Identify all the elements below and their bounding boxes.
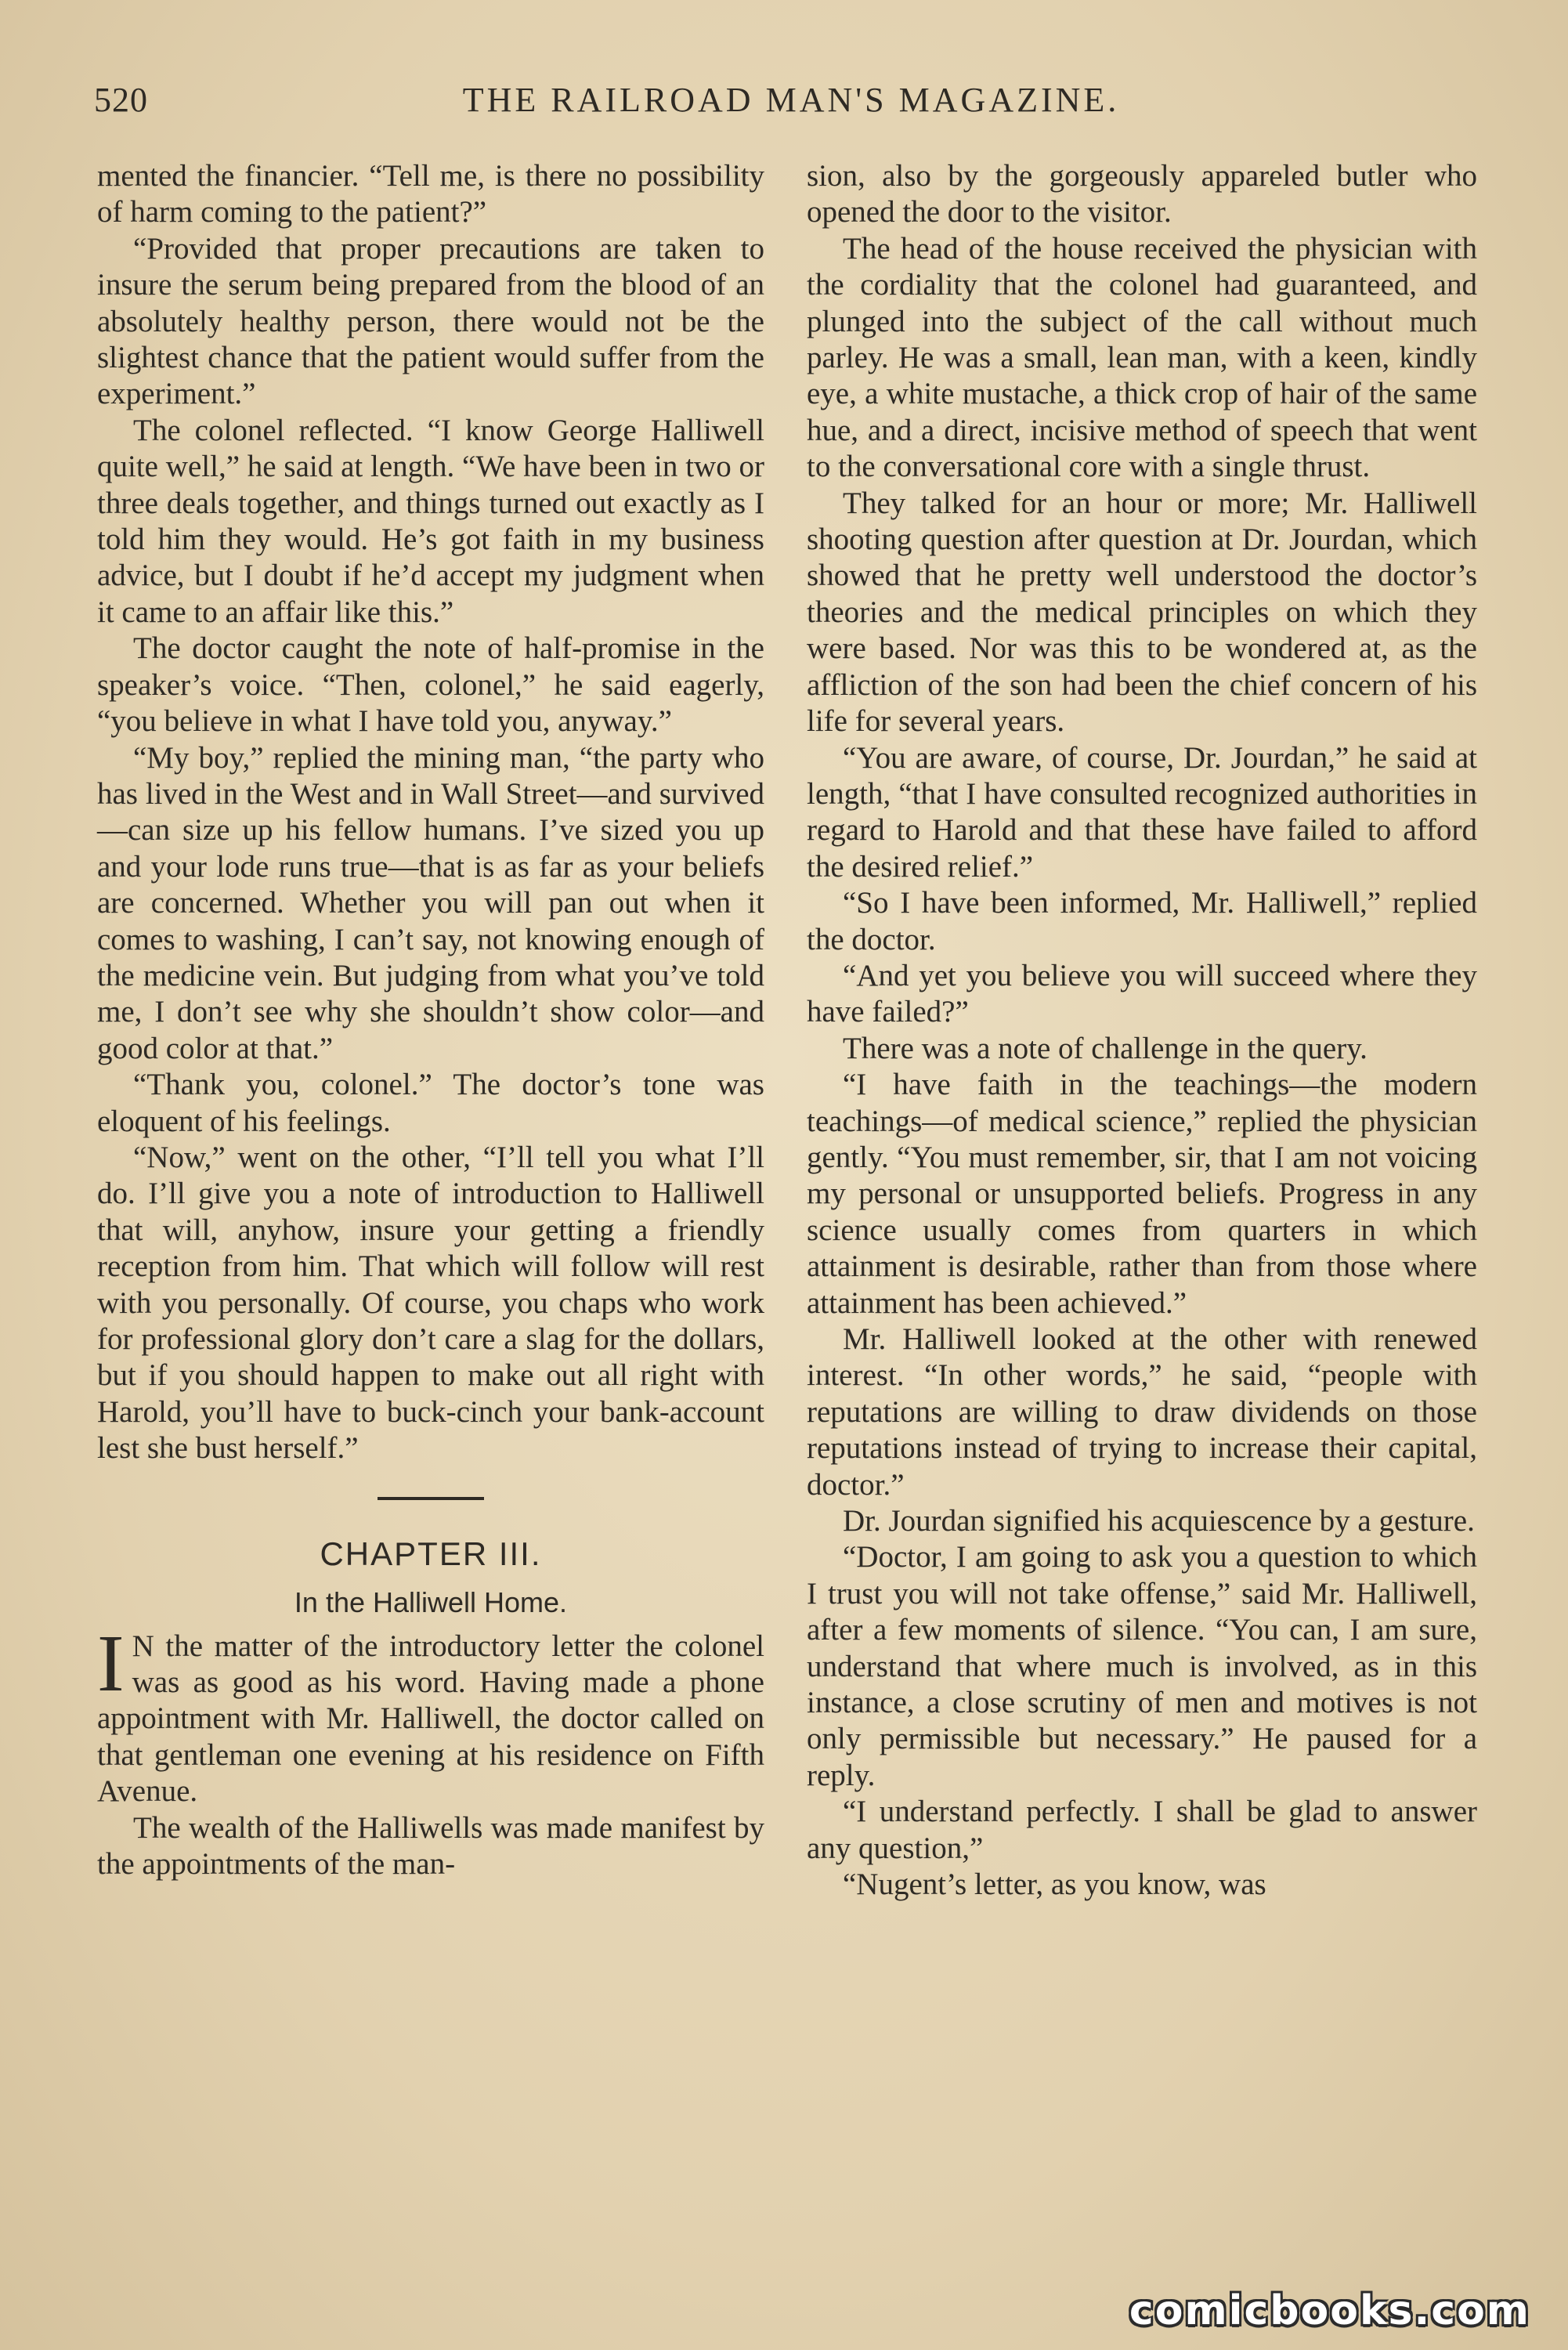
paragraph: Dr. Jourdan signified his acquiescence by a gesture. xyxy=(843,1504,1475,1538)
paragraph: They talked for an hour or more; Mr. Halliwell shooting question after question at Dr. Jourdan, which showed that he pretty well understood the doctor’s theories and the medical principles on which they were based. Nor was this to be wondered at, as the affliction of the son had been the chief concern of his life for several years. xyxy=(807,486,1477,739)
paragraph: Mr. Halliwell looked at the other with renewed interest. “In other words,” he said, “people with reputations are willing to draw dividends on those reputations instead of trying to increase their capital, doctor.” xyxy=(807,1322,1477,1502)
right-column xyxy=(807,158,1477,1904)
paragraph: “And yet you believe you will succeed where they have failed?” xyxy=(807,958,1477,1029)
chapter-subtitle: In the Halliwell Home. xyxy=(294,1585,568,1618)
paragraph: “Nugent’s letter, as you know, was xyxy=(843,1867,1266,1902)
paragraph: The doctor caught the note of half-promise in the speaker’s voice. “Then, colonel,” he said eagerly, “you believe in what I have told you, anyway.” xyxy=(97,631,764,739)
chapter-opening-paragraph xyxy=(97,1618,764,1810)
running-head: THE RAILROAD MAN'S MAGAZINE. xyxy=(462,81,1120,119)
paragraph: “Thank you, colonel.” The doctor’s tone was eloquent of his feelings. xyxy=(97,1068,764,1138)
paragraph: mented the financier. “Tell me, is there no possibility of harm coming to the patient?” xyxy=(97,159,764,230)
page-header xyxy=(94,77,1488,124)
chapter-divider xyxy=(378,1497,484,1500)
paragraph: There was a note of challenge in the query. xyxy=(843,1031,1367,1065)
paragraph: The wealth of the Halliwells was made manifest by the appointments of the man- xyxy=(97,1810,764,1882)
drop-cap: I xyxy=(97,1618,125,1708)
paragraph: “You are aware, of course, Dr. Jourdan,” he said at length, “that I have consulted recognized authorities in regard to Harold and that these have failed to afford the desired relief.” xyxy=(807,740,1477,884)
paragraph: The head of the house received the physician with the cordiality that the colonel had guaranteed, and plunged into the subject of the call without much parley. He was a small, lean man, with a keen, kindly eye, a white mustache, a thick crop of hair of the same hue, and a direct, incisive method of speech that went to the conversational core with a single thrust. xyxy=(807,231,1477,484)
page-number: 520 xyxy=(94,81,148,119)
paragraph: “I have faith in the teachings—the modern teachings—of medical science,” replied the physician gently. “You must remember, sir, that I am not voicing my personal or unsupported beliefs. Progress in any science usually comes from quarters in which attainment is desirable, rather than from those where attainment has been achieved.” xyxy=(807,1068,1477,1320)
paragraph: “Now,” went on the other, “I’ll tell you what I’ll do. I’ll give you a note of introduction to Halliwell that will, anyhow, insure your getting a friendly reception from him. That which will follow will rest with you personally. Of course, you chaps who work for professional glory don’t care a slag for the dollars, but if you should happen to make out all right with Harold, you’ll have to buck-cinch your bank-account lest she bust herself.” xyxy=(97,1140,764,1466)
left-column xyxy=(97,158,764,1882)
paragraph: sion, also by the gorgeously appareled butler who opened the door to the visitor. xyxy=(807,159,1477,230)
watermark: comicbooks.com xyxy=(1129,2287,1530,2334)
paragraph: The colonel reflected. “I know George Halliwell quite well,” he said at length. “We have been in two or three deals together, and things turned out exactly as I told him they would. He’s got faith in my business advice, but I doubt if he’d accept my judgment when it came to an affair like this.” xyxy=(97,413,764,629)
chapter-opening-text: N the matter of the introductory letter the colonel was as good as his word. Having made a phone appointment with Mr. Halliwell, the doctor called on that gentleman one evening at his residence on Fifth Avenue. xyxy=(97,1629,764,1809)
paragraph: “Doctor, I am going to ask you a question to which I trust you will not take offense,” said Mr. Halliwell, after a few moments of silence. “You can, I am sure, understand that where much is involved, as in this instance, a close scrutiny of men and motives is not only permissible but necessary.” He paused for a reply. xyxy=(807,1540,1477,1792)
chapter-title: CHAPTER III. xyxy=(320,1535,542,1572)
paragraph: “Provided that proper precautions are taken to insure the serum being prepared from the blood of an absolutely healthy person, there would not be the slightest chance that the patient would suffer from the experiment.” xyxy=(97,231,764,411)
paragraph: “I understand perfectly. I shall be glad to answer any question,” xyxy=(807,1795,1477,1865)
paragraph: “So I have been informed, Mr. Halliwell,” replied the doctor. xyxy=(807,886,1477,956)
paragraph: “My boy,” replied the mining man, “the party who has lived in the West and in Wall Street—and survived—can size up his fellow humans. I’ve sized you up and your lode runs true—that is as far as your beliefs are concerned. Whether you will pan out when it comes to washing, I can’t say, not knowing enough of the medicine vein. But judging from what you’ve told me, I don’t see why she shouldn’t show color—and good color at that.” xyxy=(97,740,764,1065)
